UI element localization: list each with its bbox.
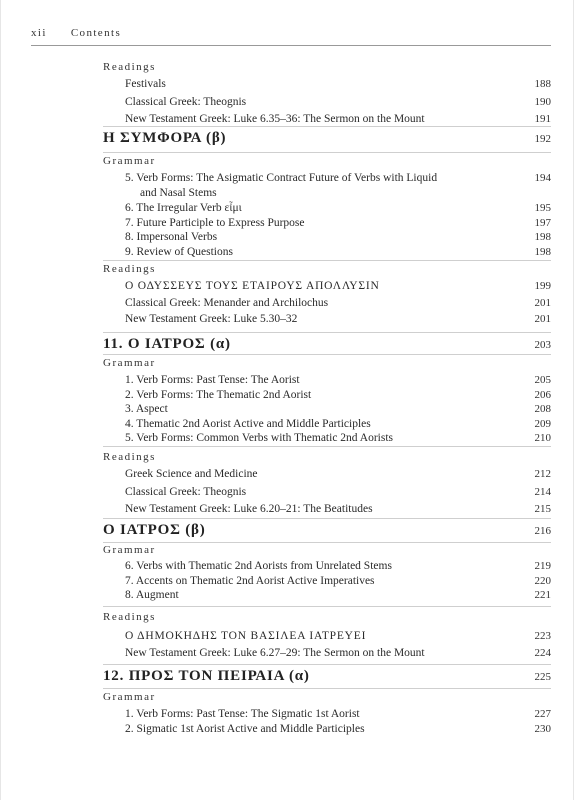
section-label: Readings [103, 451, 156, 463]
entry-title: 6. Verbs with Thematic 2nd Aorists from Unrelated Stems [125, 560, 392, 572]
entry-title: 2. Verb Forms: The Thematic 2nd Aorist [125, 388, 312, 401]
chapter-heading [103, 334, 551, 355]
section-label: Readings [103, 611, 156, 623]
entry-page: 224 [534, 646, 551, 659]
divider [103, 446, 551, 447]
toc-entry [103, 373, 551, 388]
chapter-heading [103, 666, 551, 687]
entry-page: 221 [534, 589, 551, 601]
entry-page: 198 [534, 245, 551, 258]
divider [103, 606, 551, 607]
chapter-title: 12. ΠΡΟΣ ΤΟΝ ΠΕΙΡΑΙΑ (α) [103, 668, 310, 684]
section-label: Grammar [103, 155, 156, 167]
toc-entry [103, 201, 551, 216]
entry-title: 2. Sigmatic 1st Aorist Active and Middle Participles [125, 722, 365, 735]
divider [103, 354, 551, 355]
running-head-title: Contents [70, 27, 122, 39]
entry-page: 206 [534, 388, 551, 401]
divider [103, 664, 551, 665]
divider [103, 518, 551, 519]
toc-entry [103, 245, 551, 260]
entry-title: 8. Impersonal Verbs [125, 231, 218, 243]
entry-page: 209 [534, 417, 551, 430]
chapter-heading [103, 520, 551, 541]
entry-page: 230 [534, 722, 551, 735]
entry-title: 8. Augment [125, 589, 179, 601]
entry-title: 1. Verb Forms: Past Tense: The Aorist [125, 374, 300, 386]
entry-title: 1. Verb Forms: Past Tense: The Sigmatic 1st Aorist [125, 708, 360, 720]
divider [103, 126, 551, 127]
entry-page: 198 [534, 231, 551, 243]
entry-title: New Testament Greek: Luke 6.20–21: The Beatitudes [125, 503, 373, 515]
divider [103, 688, 551, 689]
running-head [31, 27, 121, 39]
divider [103, 332, 551, 333]
entry-title: Ο ΟΔΥΣΣΕΥΣ ΤΟΥΣ ΕΤΑΙΡΟΥΣ ΑΠΟΛΛΥΣΙΝ [125, 280, 380, 292]
entry-title: Greek Science and Medicine [125, 468, 258, 480]
toc-entry [103, 502, 551, 517]
entry-page: 201 [534, 313, 551, 325]
toc-entry [103, 629, 551, 644]
entry-page: 188 [534, 78, 551, 90]
chapter-page: 203 [534, 339, 551, 351]
entry-page: 194 [534, 172, 551, 184]
toc-entry [103, 417, 551, 432]
section-label: Grammar [103, 691, 156, 703]
section-grammar [103, 690, 551, 736]
entry-title: 5. Verb Forms: The Asigmatic Contract Future of Verbs with Liquid and Nasal Stems [125, 172, 438, 199]
folio: xii [31, 27, 47, 39]
toc-entry [103, 707, 551, 722]
toc-entry [103, 216, 551, 231]
entry-page: 208 [534, 403, 551, 415]
section-label: Readings [103, 61, 156, 73]
entry-title: New Testament Greek: Luke 6.27–29: The Sermon on the Mount [125, 646, 425, 659]
section-readings [103, 610, 551, 660]
toc-entry [103, 467, 551, 482]
entry-title: 9. Review of Questions [125, 245, 233, 258]
toc-entry [103, 402, 551, 417]
entry-title: 6. The Irregular Verb εἶμι [125, 202, 242, 214]
entry-title: Classical Greek: Menander and Archilochus [125, 296, 329, 309]
entry-title: 4. Thematic 2nd Aorist Active and Middle Participles [125, 417, 371, 430]
entry-page: 220 [534, 574, 551, 587]
toc-entry [103, 388, 551, 403]
section-label: Grammar [103, 357, 156, 369]
toc-entry [103, 95, 551, 110]
entry-title: 7. Future Participle to Express Purpose [125, 216, 305, 229]
entry-page: 197 [534, 216, 551, 229]
toc-entry [103, 279, 551, 294]
entry-title: Classical Greek: Theognis [125, 485, 247, 498]
toc-entry [103, 588, 551, 603]
toc-entry [103, 230, 551, 245]
section-label: Readings [103, 263, 156, 275]
entry-page: 201 [534, 296, 551, 309]
toc-entry [103, 485, 551, 500]
entry-page: 223 [534, 630, 551, 642]
toc-entry [103, 431, 551, 446]
section-grammar [103, 154, 551, 259]
entry-page: 215 [534, 503, 551, 515]
chapter-page: 192 [534, 133, 551, 145]
entry-page: 195 [534, 202, 551, 214]
entry-page: 210 [534, 432, 551, 444]
chapter-title: Η ΣΥΜΦΟΡΑ (β) [103, 130, 227, 146]
section-readings [103, 450, 551, 517]
divider [103, 260, 551, 261]
section-grammar [103, 543, 551, 603]
toc-entry [103, 722, 551, 737]
chapter-page: 225 [534, 671, 551, 683]
header-rule [31, 45, 551, 46]
chapter-title: Ο ΙΑΤΡΟΣ (β) [103, 522, 206, 538]
toc-entry [103, 312, 551, 327]
section-readings [103, 262, 551, 327]
section-readings [103, 60, 551, 127]
toc-entry [103, 77, 551, 92]
chapter-heading [103, 128, 551, 149]
entry-title: 5. Verb Forms: Common Verbs with Thematic 2nd Aorists [125, 432, 394, 444]
entry-page: 219 [534, 560, 551, 572]
section-grammar [103, 356, 551, 446]
entry-page: 212 [534, 468, 551, 480]
divider [103, 152, 551, 153]
toc-entry [103, 646, 551, 661]
toc-entry [103, 171, 551, 200]
entry-page: 191 [534, 113, 551, 125]
entry-title: Festivals [125, 78, 166, 90]
toc-entry [103, 112, 551, 127]
entry-title: New Testament Greek: Luke 5.30–32 [125, 313, 298, 325]
entry-page: 199 [534, 280, 551, 292]
section-label: Grammar [103, 544, 156, 556]
entry-title: Ο ΔΗΜΟΚΗΔΗΣ ΤΟΝ ΒΑΣΙΛΕΑ ΙΑΤΡΕΥΕΙ [125, 630, 367, 642]
entry-title: 7. Accents on Thematic 2nd Aorist Active Imperatives [125, 574, 375, 587]
toc-entry [103, 574, 551, 589]
toc-entry [103, 296, 551, 311]
entry-page: 214 [534, 485, 551, 498]
toc-entry [103, 559, 551, 574]
entry-page: 227 [534, 708, 551, 720]
entry-page: 205 [534, 374, 551, 386]
entry-page: 190 [534, 95, 551, 108]
entry-title: New Testament Greek: Luke 6.35–36: The Sermon on the Mount [125, 113, 425, 125]
entry-title: Classical Greek: Theognis [125, 95, 247, 108]
entry-title: 3. Aspect [125, 403, 168, 415]
chapter-title: 11. Ο ΙΑΤΡΟΣ (α) [103, 336, 231, 352]
chapter-page: 216 [534, 525, 551, 537]
